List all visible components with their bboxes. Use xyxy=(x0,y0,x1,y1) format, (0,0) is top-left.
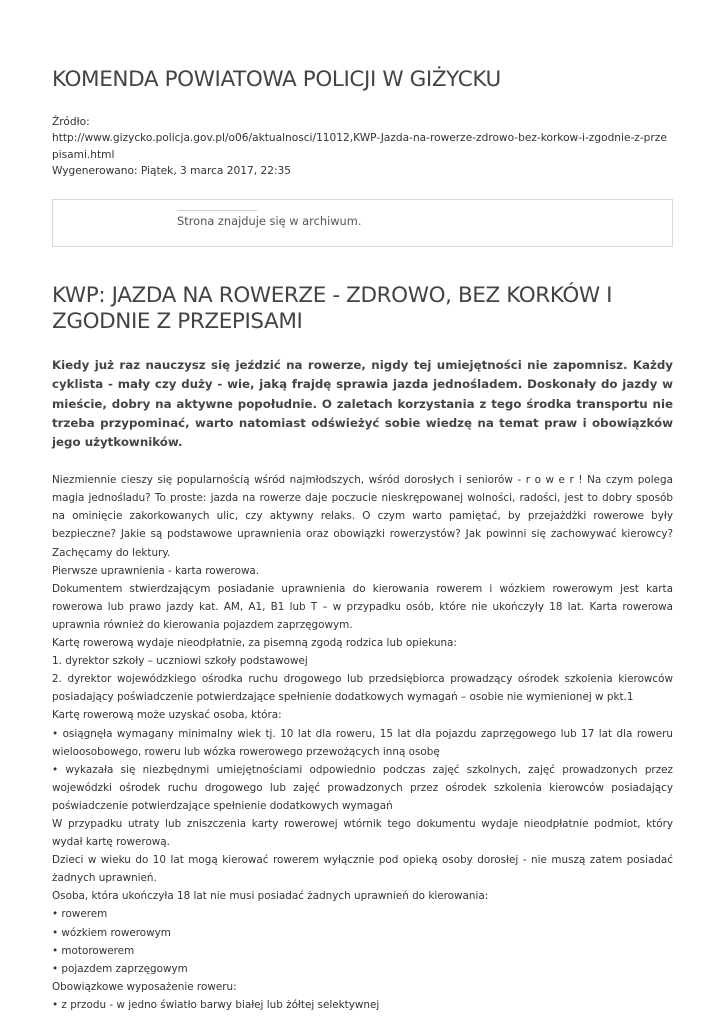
paragraph: Kartę rowerową może uzyskać osoba, która: xyxy=(52,709,282,722)
paragraph: Pierwsze uprawnienia - karta rowerowa. xyxy=(52,564,260,577)
article-lead: Kiedy już raz nauczysz się jeździć na rowerze, nigdy tej umiejętności nie zapomnisz. Każdy cyklista - mały czy duży - wie, jaką frajdę sprawia jazda jednośladem. Doskonały do jazdy w mieście, dobry na aktywne popołudnie. O zaletach korzystania z tego środka transportu nie trzeba przypominać, warto natomiast odświeżyć sobie wiedzę na temat praw i obowiązków jego użytkowników. xyxy=(52,358,673,449)
paragraph: Obowiązkowe wyposażenie roweru: xyxy=(52,980,237,993)
list-item: 1. dyrektor szkoły – uczniowi szkoły podstawowej xyxy=(52,655,308,668)
paragraph: Dokumentem stwierdzającym posiadanie uprawnienia do kierowania rowerem i wózkiem rowerowym jest karta rowerowa lub prawo jazdy kat. AM, A1, B1 lub T – w przypadku osób, które nie ukończyły 18 lat. Karta rowerowa uprawnia również do kierowania pojazdem zaprzęgowym. xyxy=(52,582,673,631)
paragraph: Osoba, która ukończyła 18 lat nie musi posiadać żadnych uprawnień do kierowania: xyxy=(52,890,489,903)
generated-date: Wygenerowano: Piątek, 3 marca 2017, 22:35 xyxy=(52,164,292,177)
site-title: KOMENDA POWIATOWA POLICJI W GIŻYCKU xyxy=(52,67,501,92)
list-item: • pojazdem zaprzęgowym xyxy=(52,962,188,975)
archive-divider xyxy=(177,210,257,211)
archive-notice-box xyxy=(52,199,673,247)
paragraph: Dzieci w wieku do 10 lat mogą kierować rowerem wyłącznie pod opieką osoby dorosłej - nie muszą zatem posiadać żadnych uprawnień. xyxy=(52,854,673,885)
article-body xyxy=(52,471,673,1014)
paragraph: Niezmiennie cieszy się popularnością wśród najmłodszych, wśród dorosłych i seniorów - r o w e r ! Na czym polega magia jednośladu? To proste: jazda na rowerze daje poczucie nieskrępowanej wolności, radości, jest to dobry sposób na ominięcie zakorkowanych ulic, czy aktywny relaks. O czym warto pamiętać, by przejażdżki rowerowe były bezpieczne? Jakie są podstawowe uprawnienia oraz obowiązki rowerzystów? Jak powinni się zachowywać kierowcy? Zachęcamy do lektury. xyxy=(52,474,673,559)
list-item: • wózkiem rowerowym xyxy=(52,926,171,939)
list-item: • rowerem xyxy=(52,908,108,921)
list-item: • wykazała się niezbędnymi umiejętnościami odpowiednio podczas zajęć szkolnych, zajęć prowadzonych przez wojewódzki ośrodek ruchu drogowego lub zajęć prowadzonych przez ośrodek szkolenia kierowców posiadający poświadczenie potwierdzające spełnienie dodatkowych wymagań xyxy=(52,763,673,812)
paragraph: Kartę rowerową wydaje nieodpłatnie, za pisemną zgodą rodzica lub opiekuna: xyxy=(52,637,457,650)
archive-notice: Strona znajduje się w archiwum. xyxy=(177,214,362,229)
source-meta xyxy=(52,114,673,179)
source-label: Źródło: xyxy=(52,116,90,128)
list-item: 2. dyrektor wojewódzkiego ośrodka ruchu drogowego lub przedsiębiorca prowadzący ośrodek szkolenia kierowców posiadający poświadczenie potwierdzające spełnienie dodatkowych wymagań – osobie nie wymienionej w pkt.1 xyxy=(52,673,673,704)
list-item: • z przodu - w jedno światło barwy białej lub żółtej selektywnej xyxy=(52,998,380,1011)
list-item: • motorowerem xyxy=(52,944,135,957)
document-page xyxy=(52,0,673,1014)
article-title: KWP: JAZDA NA ROWERZE - ZDROWO, BEZ KORKÓW I ZGODNIE Z PRZEPISAMI xyxy=(52,283,613,335)
source-url[interactable]: http://www.gizycko.policja.gov.pl/o06/aktualnosci/11012,KWP-Jazda-na-rowerze-zdrowo-bez-korkow-i-zgodnie-z-przepisami.html xyxy=(52,132,667,161)
list-item: • osiągnęła wymagany minimalny wiek tj. 10 lat dla roweru, 15 lat dla pojazdu zaprzęgowego lub 17 lat dla roweru wieloosobowego, roweru lub wózka rowerowego przewożących inną osobę xyxy=(52,727,673,758)
paragraph: W przypadku utraty lub zniszczenia karty rowerowej wtórnik tego dokumentu wydaje nieodpłatnie podmiot, który wydał kartę rowerową. xyxy=(52,817,673,849)
